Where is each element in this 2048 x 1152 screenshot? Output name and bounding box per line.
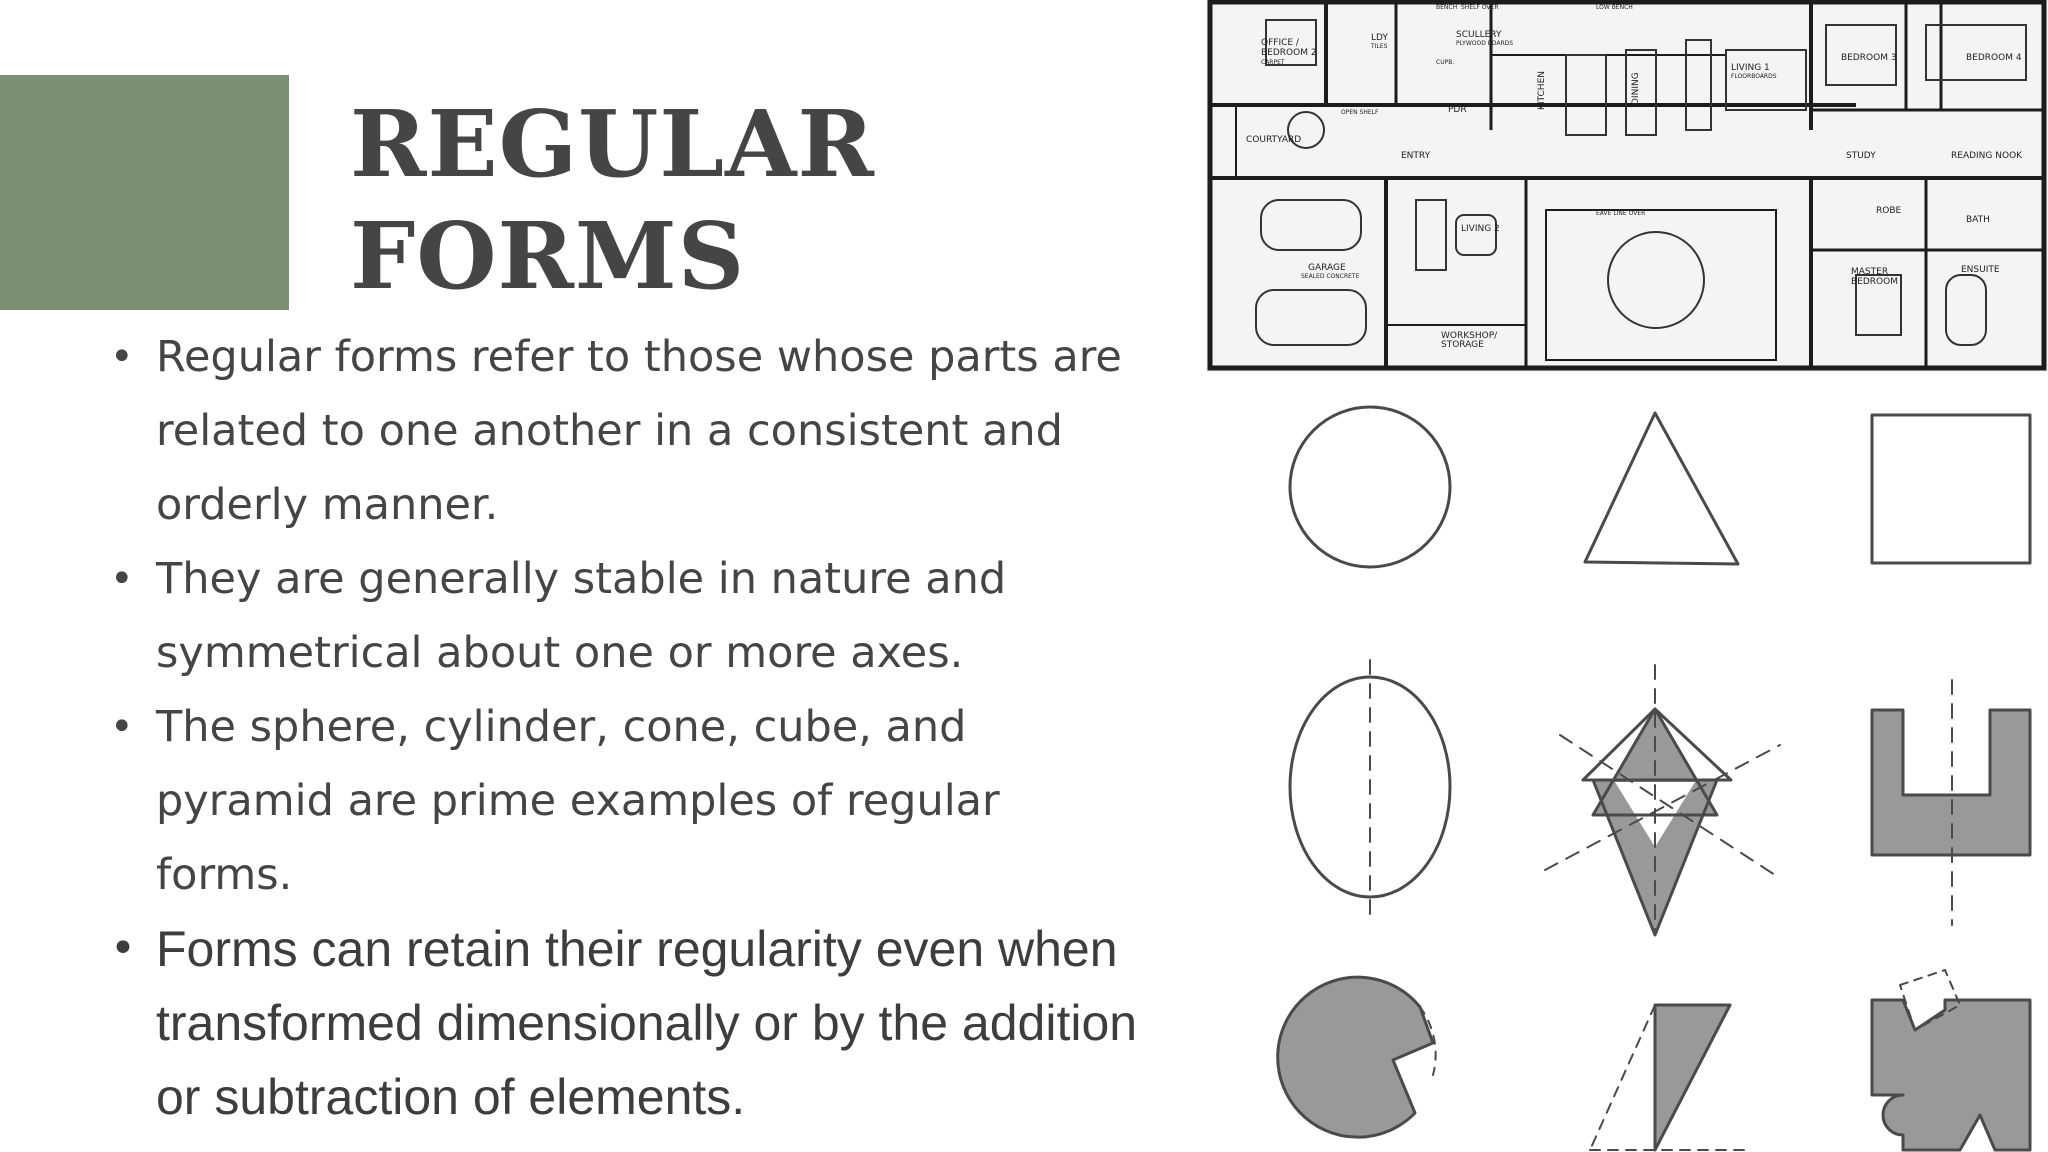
room-label: ROBE bbox=[1876, 206, 1902, 216]
room-label: SEALED CONCRETE bbox=[1301, 273, 1360, 280]
room-label: PLYWOOD BOARDS bbox=[1456, 40, 1514, 47]
star-shape bbox=[1583, 709, 1731, 935]
bullet-item: • Forms can retain their regularity even when transformed dimensionally or by the addition or subtraction of elements. bbox=[104, 912, 1144, 1134]
room-label: READING NOOK bbox=[1951, 151, 2023, 161]
room-label: LOW BENCH bbox=[1596, 4, 1633, 11]
square-shape bbox=[1872, 415, 2030, 563]
accent-block bbox=[0, 75, 289, 310]
triangle-shape bbox=[1585, 413, 1738, 564]
room-label: MASTER bbox=[1851, 267, 1889, 277]
room-label: WORKSHOP/ bbox=[1441, 331, 1498, 341]
room-label: OPEN SHELF bbox=[1341, 109, 1379, 116]
room-label: BATH bbox=[1966, 215, 1990, 225]
room-label: BEDROOM 3 bbox=[1841, 53, 1897, 63]
room-label: BENCH bbox=[1436, 4, 1458, 11]
title-line-1: REGULAR bbox=[350, 90, 875, 198]
bullet-item: • They are generally stable in nature and symmetrical about one or more axes. bbox=[104, 542, 1144, 690]
room-label: TILES bbox=[1371, 43, 1388, 50]
bullet-item: • The sphere, cylinder, cone, cube, and pyramid are prime examples of regular forms. bbox=[104, 690, 1144, 912]
room-label: LIVING 2 bbox=[1461, 224, 1500, 234]
room-label: SCULLERY bbox=[1456, 30, 1502, 40]
room-label: CUPB. bbox=[1436, 59, 1455, 66]
room-label: BEDROOM bbox=[1851, 277, 1898, 287]
room-label: STORAGE bbox=[1441, 340, 1484, 350]
room-label: KITCHEN bbox=[1537, 71, 1547, 110]
room-label: SHELF OVER bbox=[1461, 4, 1499, 11]
room-label: CARPET bbox=[1261, 59, 1285, 66]
bullet-item: • Regular forms refer to those whose parts are related to one another in a consistent and orderly manner. bbox=[104, 320, 1144, 542]
room-label: DINING bbox=[1631, 72, 1641, 105]
bullet-list bbox=[104, 320, 1144, 1134]
added-subtracted-square-shape bbox=[1872, 1000, 2030, 1150]
room-label: ENSUITE bbox=[1961, 265, 2000, 275]
room-label: LDY bbox=[1371, 33, 1388, 43]
room-label: OFFICE / bbox=[1261, 38, 1299, 48]
room-label: FLOORBOARDS bbox=[1731, 73, 1777, 80]
title-line-2: FORMS bbox=[350, 202, 746, 310]
triangle-fragment-shape bbox=[1655, 1005, 1730, 1150]
room-label: ENTRY bbox=[1401, 151, 1431, 161]
room-label: PDR bbox=[1448, 105, 1467, 115]
room-label: COURTYARD bbox=[1246, 135, 1302, 145]
subtracted-circle-shape bbox=[1278, 977, 1433, 1137]
circle-shape bbox=[1290, 407, 1450, 567]
room-label: BEDROOM 2 bbox=[1261, 48, 1317, 58]
room-label: EAVE LINE OVER bbox=[1596, 210, 1646, 217]
room-label: BEDROOM 4 bbox=[1966, 53, 2022, 63]
room-label: LIVING 1 bbox=[1731, 63, 1770, 73]
room-label: STUDY bbox=[1846, 151, 1876, 161]
regular-forms-diagram bbox=[1255, 395, 2048, 1152]
room-label: GARAGE bbox=[1308, 263, 1346, 273]
slide-title bbox=[350, 88, 875, 312]
floor-plan-image bbox=[1206, 0, 2048, 372]
